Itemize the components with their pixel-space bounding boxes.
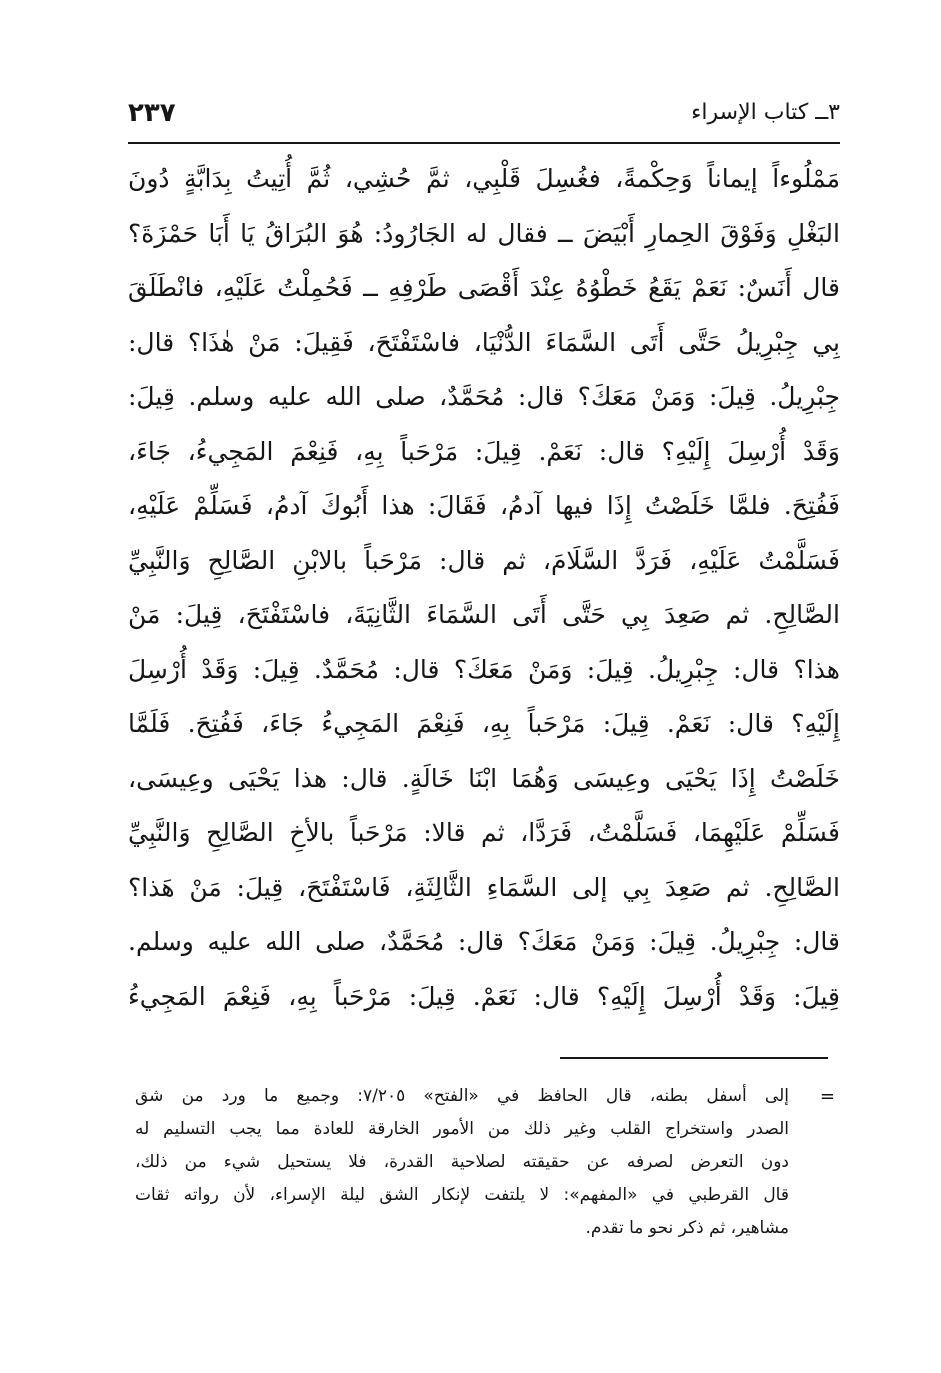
footnote-divider — [560, 1057, 828, 1059]
text-line: قِيلَ: وَقَدْ أُرْسِلَ إِلَيْهِ؟ قال: نَعَمْ. قِيلَ: مَرْحَباً بِهِ، فَنِعْمَ المَجِيءُ — [128, 981, 840, 1011]
text-line: قال: جِبْرِيلُ. قِيلَ: وَمَنْ مَعَكَ؟ قال: مُحَمَّدٌ، صلى الله عليه وسلم. — [128, 927, 840, 956]
footnote-continuation-marker: = — [819, 1086, 835, 1107]
text-line: خَلَصْتُ إِذَا يَحْيَى وعِيسَى وَهُمَا ابْنَا خَالَةٍ. قال: هذا يَحْيَى وعِيسَى، — [128, 763, 840, 793]
text-line: الصَّالِحِ. ثم صَعِدَ بِي حَتَّى أَتَى السَّمَاءَ الثَّانِيَةَ، فاسْتَفْتَحَ، قِيلَ: مَنْ — [128, 600, 840, 629]
text-line: الصَّالِحِ. ثم صَعِدَ بِي إلى السَّمَاءِ الثَّالِثَةِ، فَاسْتَفْتَحَ، قِيلَ: مَنْ هَذا؟ — [128, 872, 840, 902]
text-line: البَغْلِ وَفَوْقَ الحِمارِ أَبْيَضَ ــ فقال له الجَارُودُ: هُوَ البُرَاقُ يَا أَبَا حَمْزَةَ؟ — [128, 218, 840, 248]
text-line: مَمْلُوءاً إيماناً وَحِكْمةً، فغُسِلَ قَلْبِي، ثمَّ حُشِي، ثُمَّ أُتِيتُ بِدَابَّةٍ دُونَ — [128, 164, 840, 193]
page-header — [128, 98, 840, 142]
header-divider — [128, 142, 840, 144]
footnote-block — [135, 1080, 835, 1245]
text-line: فَسَلِّمْ عَلَيْهِمَا، فَسَلَّمْتُ، فَرَدَّا، ثم قالا: مَرْحَباً بالأخِ الصَّالِحِ وَالنَّبِيِّ — [128, 818, 840, 847]
footnote-line: الصدر واستخراج القلب وغير ذلك من الأمور الخارقة للعادة مما يجب التسليم له — [135, 1119, 789, 1139]
footnote-line: مشاهير، ثم ذكر نحو ما تقدم. — [585, 1218, 789, 1238]
main-text — [128, 152, 840, 1024]
text-line: هذا؟ قال: جِبْرِيلُ. قِيلَ: وَمَنْ مَعَكَ؟ قال: مُحَمَّدٌ. قِيلَ: وَقَدْ أُرْسِلَ — [128, 654, 840, 684]
text-line: بِي جِبْرِيلُ حَتَّى أَتَى السَّمَاءَ الدُّنْيَا، فاسْتَفْتَحَ، فَقِيلَ: مَنْ هٰذَا؟ قال: — [128, 327, 840, 357]
footnote-line: دون التعرض لصرفه عن حقيقته لصلاحية القدرة، فلا يستحيل شيء من ذلك، — [135, 1152, 789, 1172]
chapter-title: ٣ــ كتاب الإسراء — [691, 100, 840, 125]
page-number: ٢٣٧ — [128, 98, 176, 128]
footnote-line: إلى أسفل بطنه، قال الحافظ في «الفتح» ٧/٢٠٥: وجميع ما ورد من شق — [135, 1086, 789, 1106]
text-line: فَسَلَّمْتُ عَلَيْهِ، فَرَدَّ السَّلَامَ، ثم قال: مَرْحَباً بالابْنِ الصَّالِحِ وَالنَّبِيِّ — [128, 545, 840, 575]
text-line: وَقَدْ أُرْسِلَ إِلَيْهِ؟ قال: نَعَمْ. قِيلَ: مَرْحَباً بِهِ، فَنِعْمَ المَجِيءُ، جَاءَ، — [128, 436, 840, 466]
footnote-line: قال القرطبي في «المفهم»: لا يلتفت لإنكار الشق ليلة الإسراء، لأن رواته ثقات — [135, 1185, 789, 1205]
text-line: جِبْرِيلُ. قِيلَ: وَمَنْ مَعَكَ؟ قال: مُحَمَّدٌ، صلى الله عليه وسلم. قِيلَ: — [128, 382, 840, 411]
text-line: قال أَنَسٌ: نَعَمْ يَقَعُ خَطْوُهُ عِنْدَ أَقْصَى طَرْفِهِ ــ فَحُمِلْتُ عَلَيْهِ، فانْطَلَقَ — [128, 273, 840, 302]
text-line: إِلَيْهِ؟ قال: نَعَمْ. قِيلَ: مَرْحَباً بِهِ، فَنِعْمَ المَجِيءُ جَاءَ، فَفُتِحَ. فَلَمَّا — [128, 709, 840, 738]
text-line: فَفُتِحَ. فلمَّا خَلَصْتُ إِذَا فيها آدمُ، فَقَالَ: هذا أَبُوكَ آدمُ، فَسَلِّمْ عَلَيْهِ، — [128, 491, 840, 520]
